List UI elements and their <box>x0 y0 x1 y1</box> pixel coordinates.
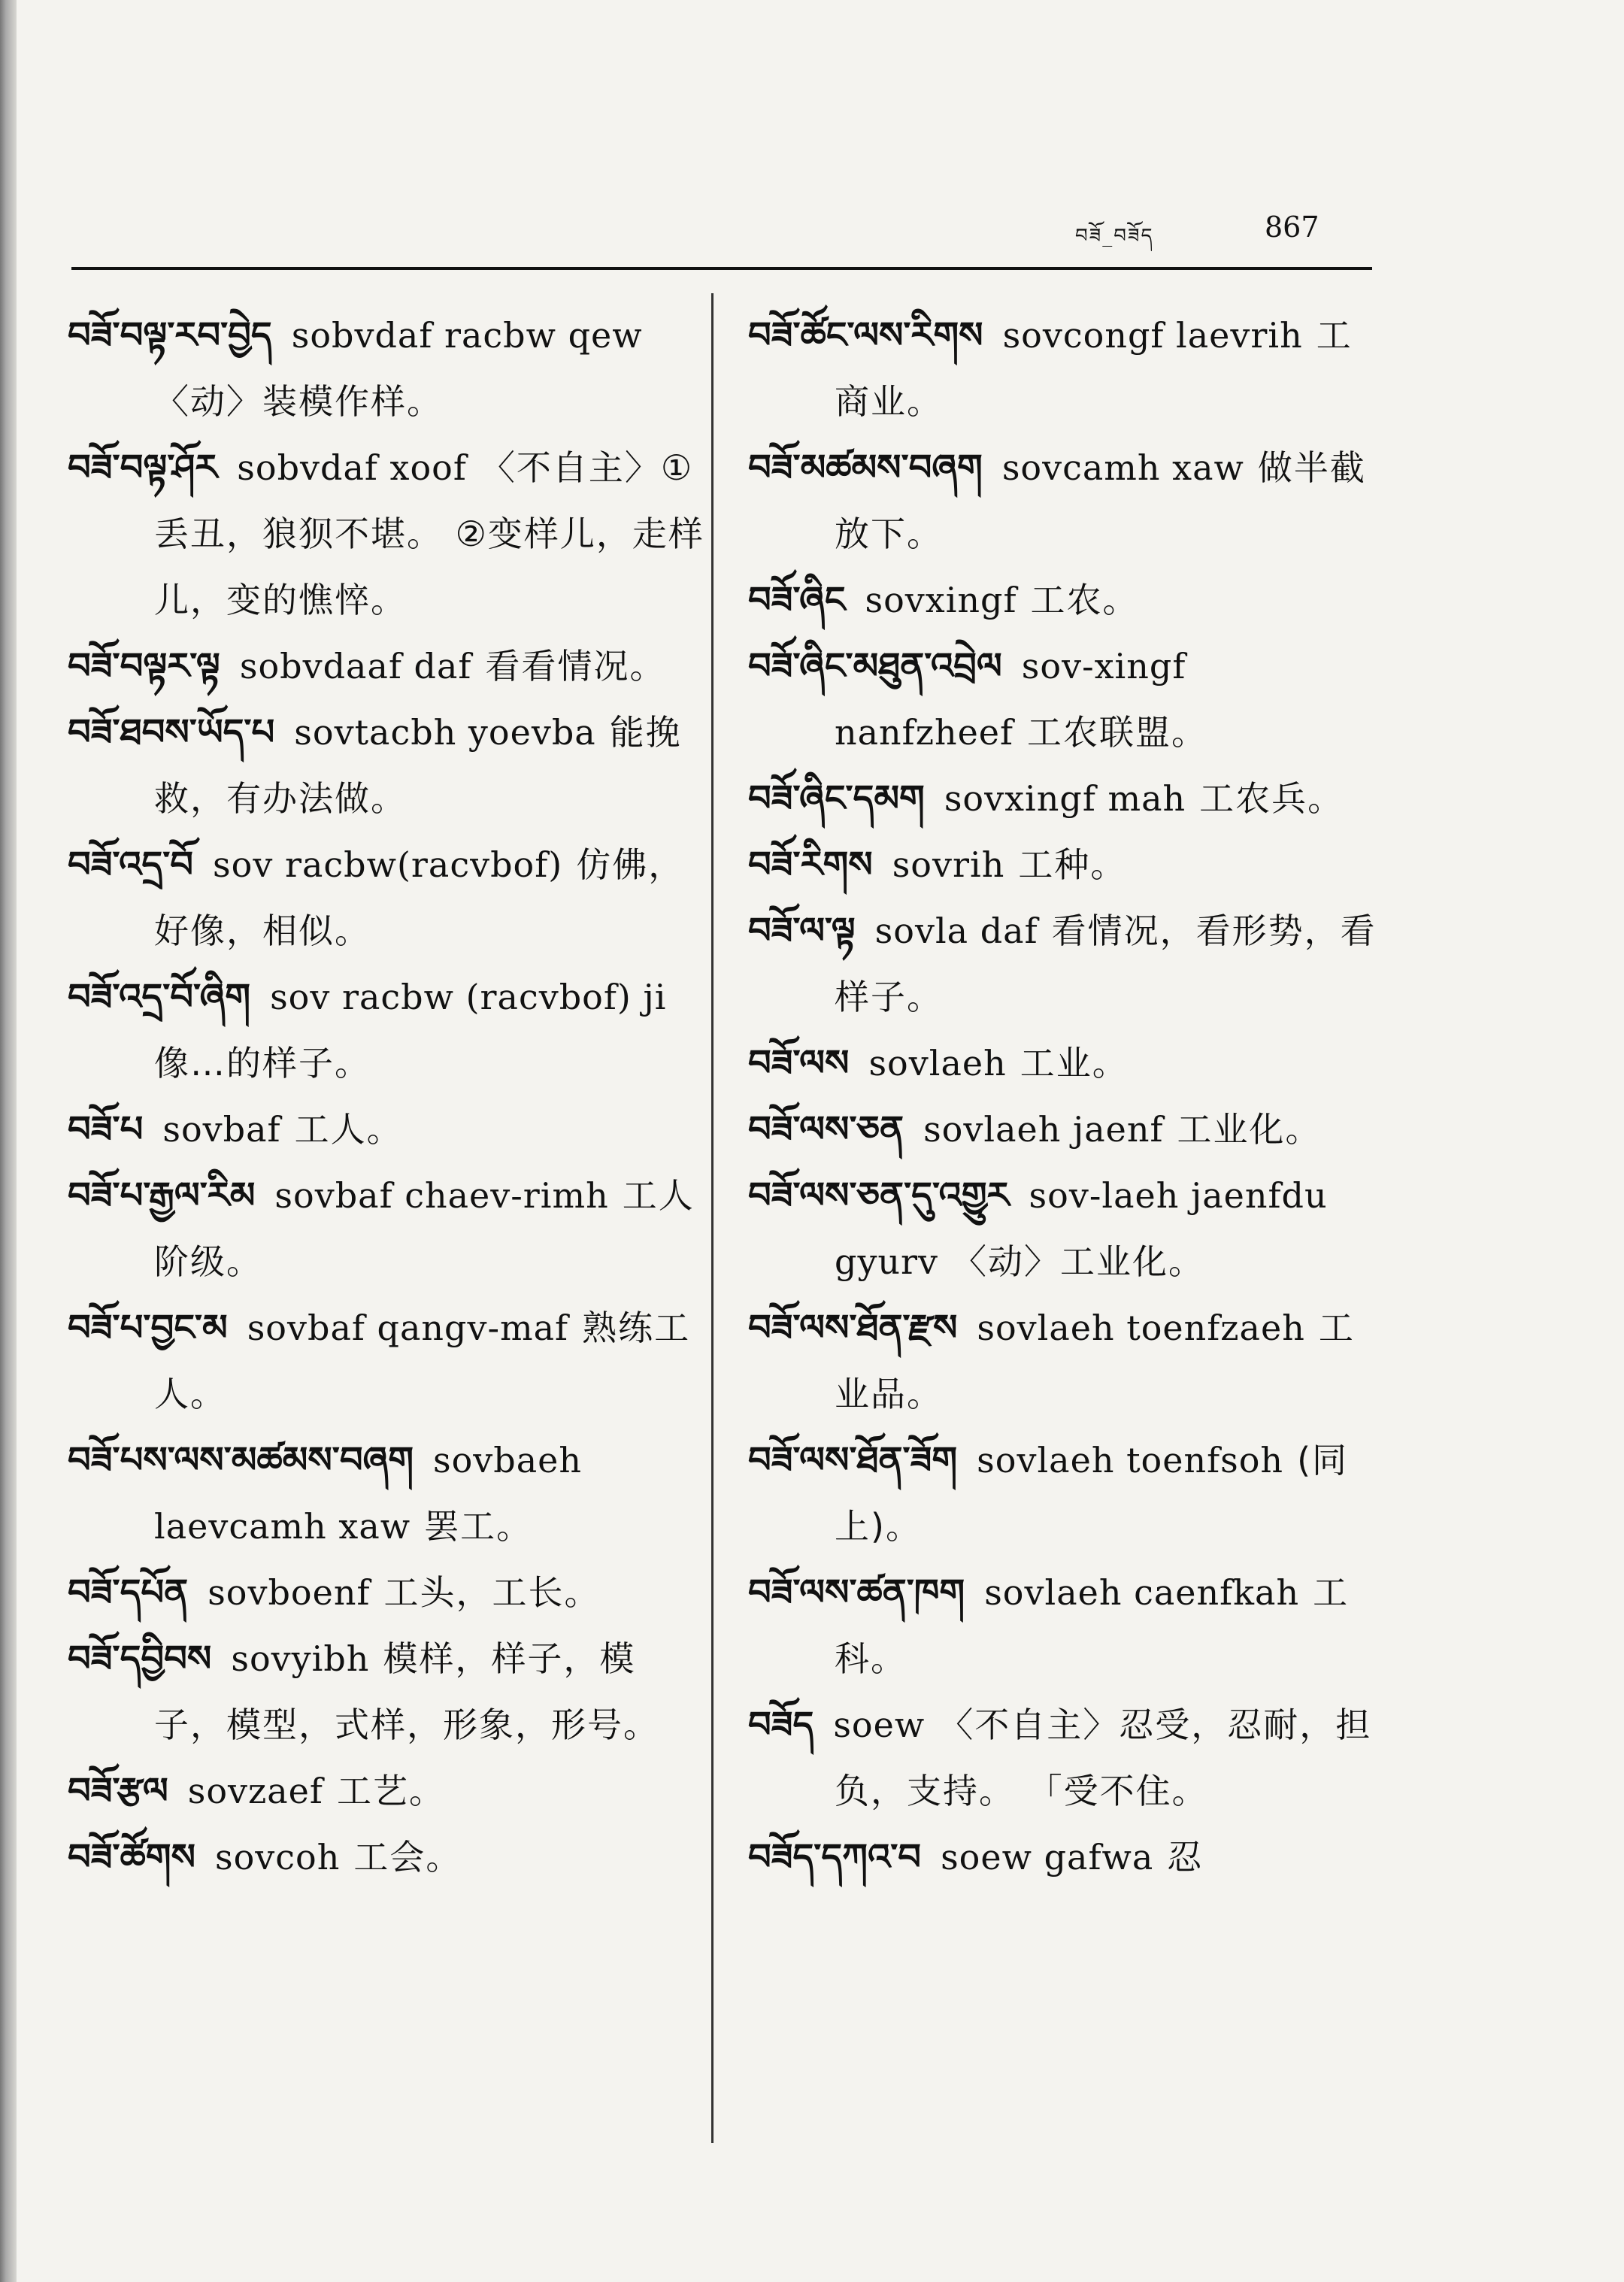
dictionary-entry <box>68 1162 707 1295</box>
entry-transliteration: sobvdaf xoof <box>237 447 467 488</box>
dictionary-entry <box>68 1758 707 1824</box>
entry-transliteration: sovcoh <box>214 1837 341 1877</box>
entry-transliteration: sovtacbh yoevba <box>294 712 596 753</box>
entry-headword: བཟོ་ལས་ཐོན་རྫས <box>748 1307 958 1349</box>
dictionary-entry <box>68 633 707 699</box>
entry-headword: བཟོ་ལས <box>748 1042 850 1084</box>
entry-transliteration: sobvdaaf daf <box>239 646 472 686</box>
entry-transliteration: sovla daf <box>874 911 1038 951</box>
entry-definition: 工头，工长。 <box>383 1572 601 1613</box>
entry-definition: 工商业。 <box>835 315 1353 422</box>
dictionary-entry <box>68 1096 707 1162</box>
entry-transliteration: sovbaf qangv-maf <box>247 1308 569 1348</box>
entry-definition: 仿佛，好像，相似。 <box>154 844 685 951</box>
dictionary-entry <box>68 1295 707 1427</box>
running-head: བཟོ_བཟོད <box>1075 225 1154 247</box>
entry-transliteration: sov-xingf nanfzheef <box>835 646 1186 753</box>
entry-headword: བཟོ་ལས་ཚན་ཁག <box>748 1571 965 1614</box>
entry-headword: བཟོ་ཞིང་དམག <box>748 777 925 820</box>
entry-definition: 工人。 <box>294 1109 403 1150</box>
dictionary-entry <box>68 1626 707 1758</box>
dictionary-entry <box>748 1096 1387 1162</box>
entry-headword: བཟོ་བལྟ་ཤོར <box>68 447 218 489</box>
entry-definition: (同上)。 <box>835 1440 1349 1547</box>
dictionary-entry <box>68 302 707 435</box>
entry-transliteration: sov racbw(racvbof) <box>213 844 563 885</box>
dictionary-entry <box>748 1427 1387 1559</box>
entry-definition: 工农联盟。 <box>1027 712 1208 753</box>
entry-definition: 看看情况。 <box>485 646 666 686</box>
entry-definition: 罢工。 <box>424 1506 533 1547</box>
dictionary-entry <box>68 832 707 964</box>
entry-headword: བཟོ་ཞིང་མཐུན་འབྲེལ <box>748 645 1002 687</box>
entry-headword: བཟོ་ཚོགས <box>68 1836 195 1878</box>
entry-definition: 工人阶级。 <box>154 1175 695 1282</box>
entry-definition: 〈不自主〉①丢丑，狼狈不堪。 ②变样儿，走样儿，变的憔悴。 <box>154 447 704 620</box>
entry-headword: བཟོ་ལས་ཅན <box>748 1108 904 1150</box>
dictionary-entry <box>68 964 707 1096</box>
dictionary-entry <box>748 765 1387 832</box>
dictionary-entry <box>748 1162 1387 1295</box>
entry-headword: བཟོ་འདྲ་བོ་ཞིག <box>68 976 251 1018</box>
entry-transliteration: soew <box>833 1705 926 1745</box>
entry-transliteration: sovlaeh toenfzaeh <box>977 1308 1305 1348</box>
entry-transliteration: soew gafwa <box>941 1837 1154 1877</box>
right-column <box>748 302 1387 1890</box>
entry-definition: 〈动〉工业化。 <box>952 1241 1205 1282</box>
entry-transliteration: sov racbw (racvbof) ji <box>270 977 667 1017</box>
entry-headword: བཟོ་ལ་ལྟ <box>748 910 856 952</box>
entry-transliteration: sovlaeh caenfkah <box>984 1572 1300 1613</box>
entry-headword: བཟོ་པ་རྒྱལ་རིམ <box>68 1174 256 1217</box>
entry-transliteration: sovcongf laevrih <box>1002 315 1303 356</box>
entry-definition: 工业。 <box>1020 1043 1129 1083</box>
entry-transliteration: sovlaeh <box>868 1043 1007 1083</box>
entry-headword: བཟོ་ལས་ཅན་དུ་འགྱུར <box>748 1174 1010 1217</box>
entry-definition: 忍 <box>1167 1837 1204 1877</box>
entry-headword: བཟོ་ཞིང <box>748 579 846 621</box>
entry-transliteration: sovxingf <box>865 580 1017 620</box>
dictionary-entry <box>748 633 1387 765</box>
entry-headword: བཟོ་ཚོང་ལས་རིགས <box>748 314 983 356</box>
entry-transliteration: sovbaf <box>162 1109 281 1150</box>
entry-headword: བཟོ་བལྟར་ལྟ <box>68 645 220 687</box>
entry-definition: 工业化。 <box>1177 1109 1322 1150</box>
dictionary-entry <box>748 1030 1387 1096</box>
entry-headword: བཟོ་འདྲ་བོ <box>68 844 194 886</box>
entry-transliteration: sovrih <box>892 844 1005 885</box>
dictionary-entry <box>68 1824 707 1890</box>
entry-definition: 工科。 <box>835 1572 1350 1679</box>
entry-headword: བཟོ་པས་ལས་མཚམས་བཞག <box>68 1439 414 1481</box>
entry-headword: བཟོ་མཚམས་བཞག <box>748 447 983 489</box>
entry-headword: བཟོ་པ་བྱང་མ <box>68 1307 228 1349</box>
dictionary-entry <box>68 1559 707 1626</box>
dictionary-entry <box>748 1824 1387 1890</box>
entry-definition: 工农兵。 <box>1199 778 1344 819</box>
entry-transliteration: sovlaeh toenfsoh <box>977 1440 1284 1480</box>
entry-headword: བཟོ་ལས་ཐོན་ཟོག <box>748 1439 958 1481</box>
entry-headword: བཟོ་དབྱིབས <box>68 1638 212 1680</box>
book-binding-edge <box>0 0 17 2282</box>
entry-transliteration: sovboenf <box>208 1572 371 1613</box>
entry-headword: བཟོ་པ <box>68 1108 144 1150</box>
dictionary-entry <box>748 567 1387 633</box>
dictionary-entry <box>748 898 1387 1030</box>
entry-transliteration: sovbaf chaev-rimh <box>274 1175 609 1216</box>
dictionary-entry <box>748 1295 1387 1427</box>
entry-definition: 工农。 <box>1030 580 1139 620</box>
dictionary-entry <box>748 1559 1387 1692</box>
entry-headword: བཟོད <box>748 1704 814 1746</box>
entry-transliteration: sovyibh <box>231 1638 370 1679</box>
entry-transliteration: sovxingf mah <box>944 778 1186 819</box>
entry-definition: 熟练工人。 <box>154 1308 691 1414</box>
entry-definition: 〈动〉装模作样。 <box>154 381 443 422</box>
entry-transliteration: sovbaeh laevcamh xaw <box>154 1440 583 1547</box>
entry-definition: 〈不自主〉忍受，忍耐，担负，支持。 「受不住。 <box>835 1705 1372 1811</box>
entry-transliteration: sovcamh xaw <box>1001 447 1244 488</box>
dictionary-entry <box>68 435 707 633</box>
entry-headword: བཟོ་རྩལ <box>68 1770 168 1812</box>
entry-headword: བཟོ་ཐབས་ཡོད་པ <box>68 711 275 753</box>
dictionary-entry <box>68 1427 707 1559</box>
entry-definition: 能挽救，有办法做。 <box>154 712 682 819</box>
entry-transliteration: sov-laeh jaenfdu gyurv <box>835 1175 1328 1282</box>
entry-definition: 工业品。 <box>835 1308 1355 1414</box>
page-number: 867 <box>1265 211 1320 244</box>
entry-transliteration: sovzaef <box>187 1771 323 1811</box>
dictionary-entry <box>748 302 1387 435</box>
entry-definition: 工艺。 <box>336 1771 445 1811</box>
entry-headword: བཟོ་དཔོན <box>68 1571 189 1614</box>
entry-definition: 模样，样子，模子，模型，式样，形象，形号。 <box>154 1638 659 1745</box>
header-rule <box>71 267 1372 270</box>
entry-transliteration: sobvdaf racbw qew <box>291 315 643 356</box>
entry-transliteration: sovlaeh jaenf <box>923 1109 1164 1150</box>
column-divider <box>711 293 714 2143</box>
entry-definition: 工会。 <box>353 1837 462 1877</box>
entry-headword: བཟོད་དཀའ་བ <box>748 1836 922 1878</box>
entry-headword: བཟོ་བལྟ་རབ་བྱེད <box>68 314 272 356</box>
entry-definition: 工种。 <box>1018 844 1127 885</box>
entry-headword: བཟོ་རིགས <box>748 844 873 886</box>
dictionary-entry <box>748 832 1387 898</box>
entry-definition: 看情况，看形势，看样子。 <box>835 911 1377 1017</box>
dictionary-entry <box>748 435 1387 567</box>
dictionary-entry <box>748 1692 1387 1824</box>
dictionary-entry <box>68 699 707 832</box>
left-column <box>68 302 707 1890</box>
entry-definition: 做半截放下。 <box>835 447 1366 554</box>
entry-definition: 像…的样子。 <box>154 1043 371 1083</box>
